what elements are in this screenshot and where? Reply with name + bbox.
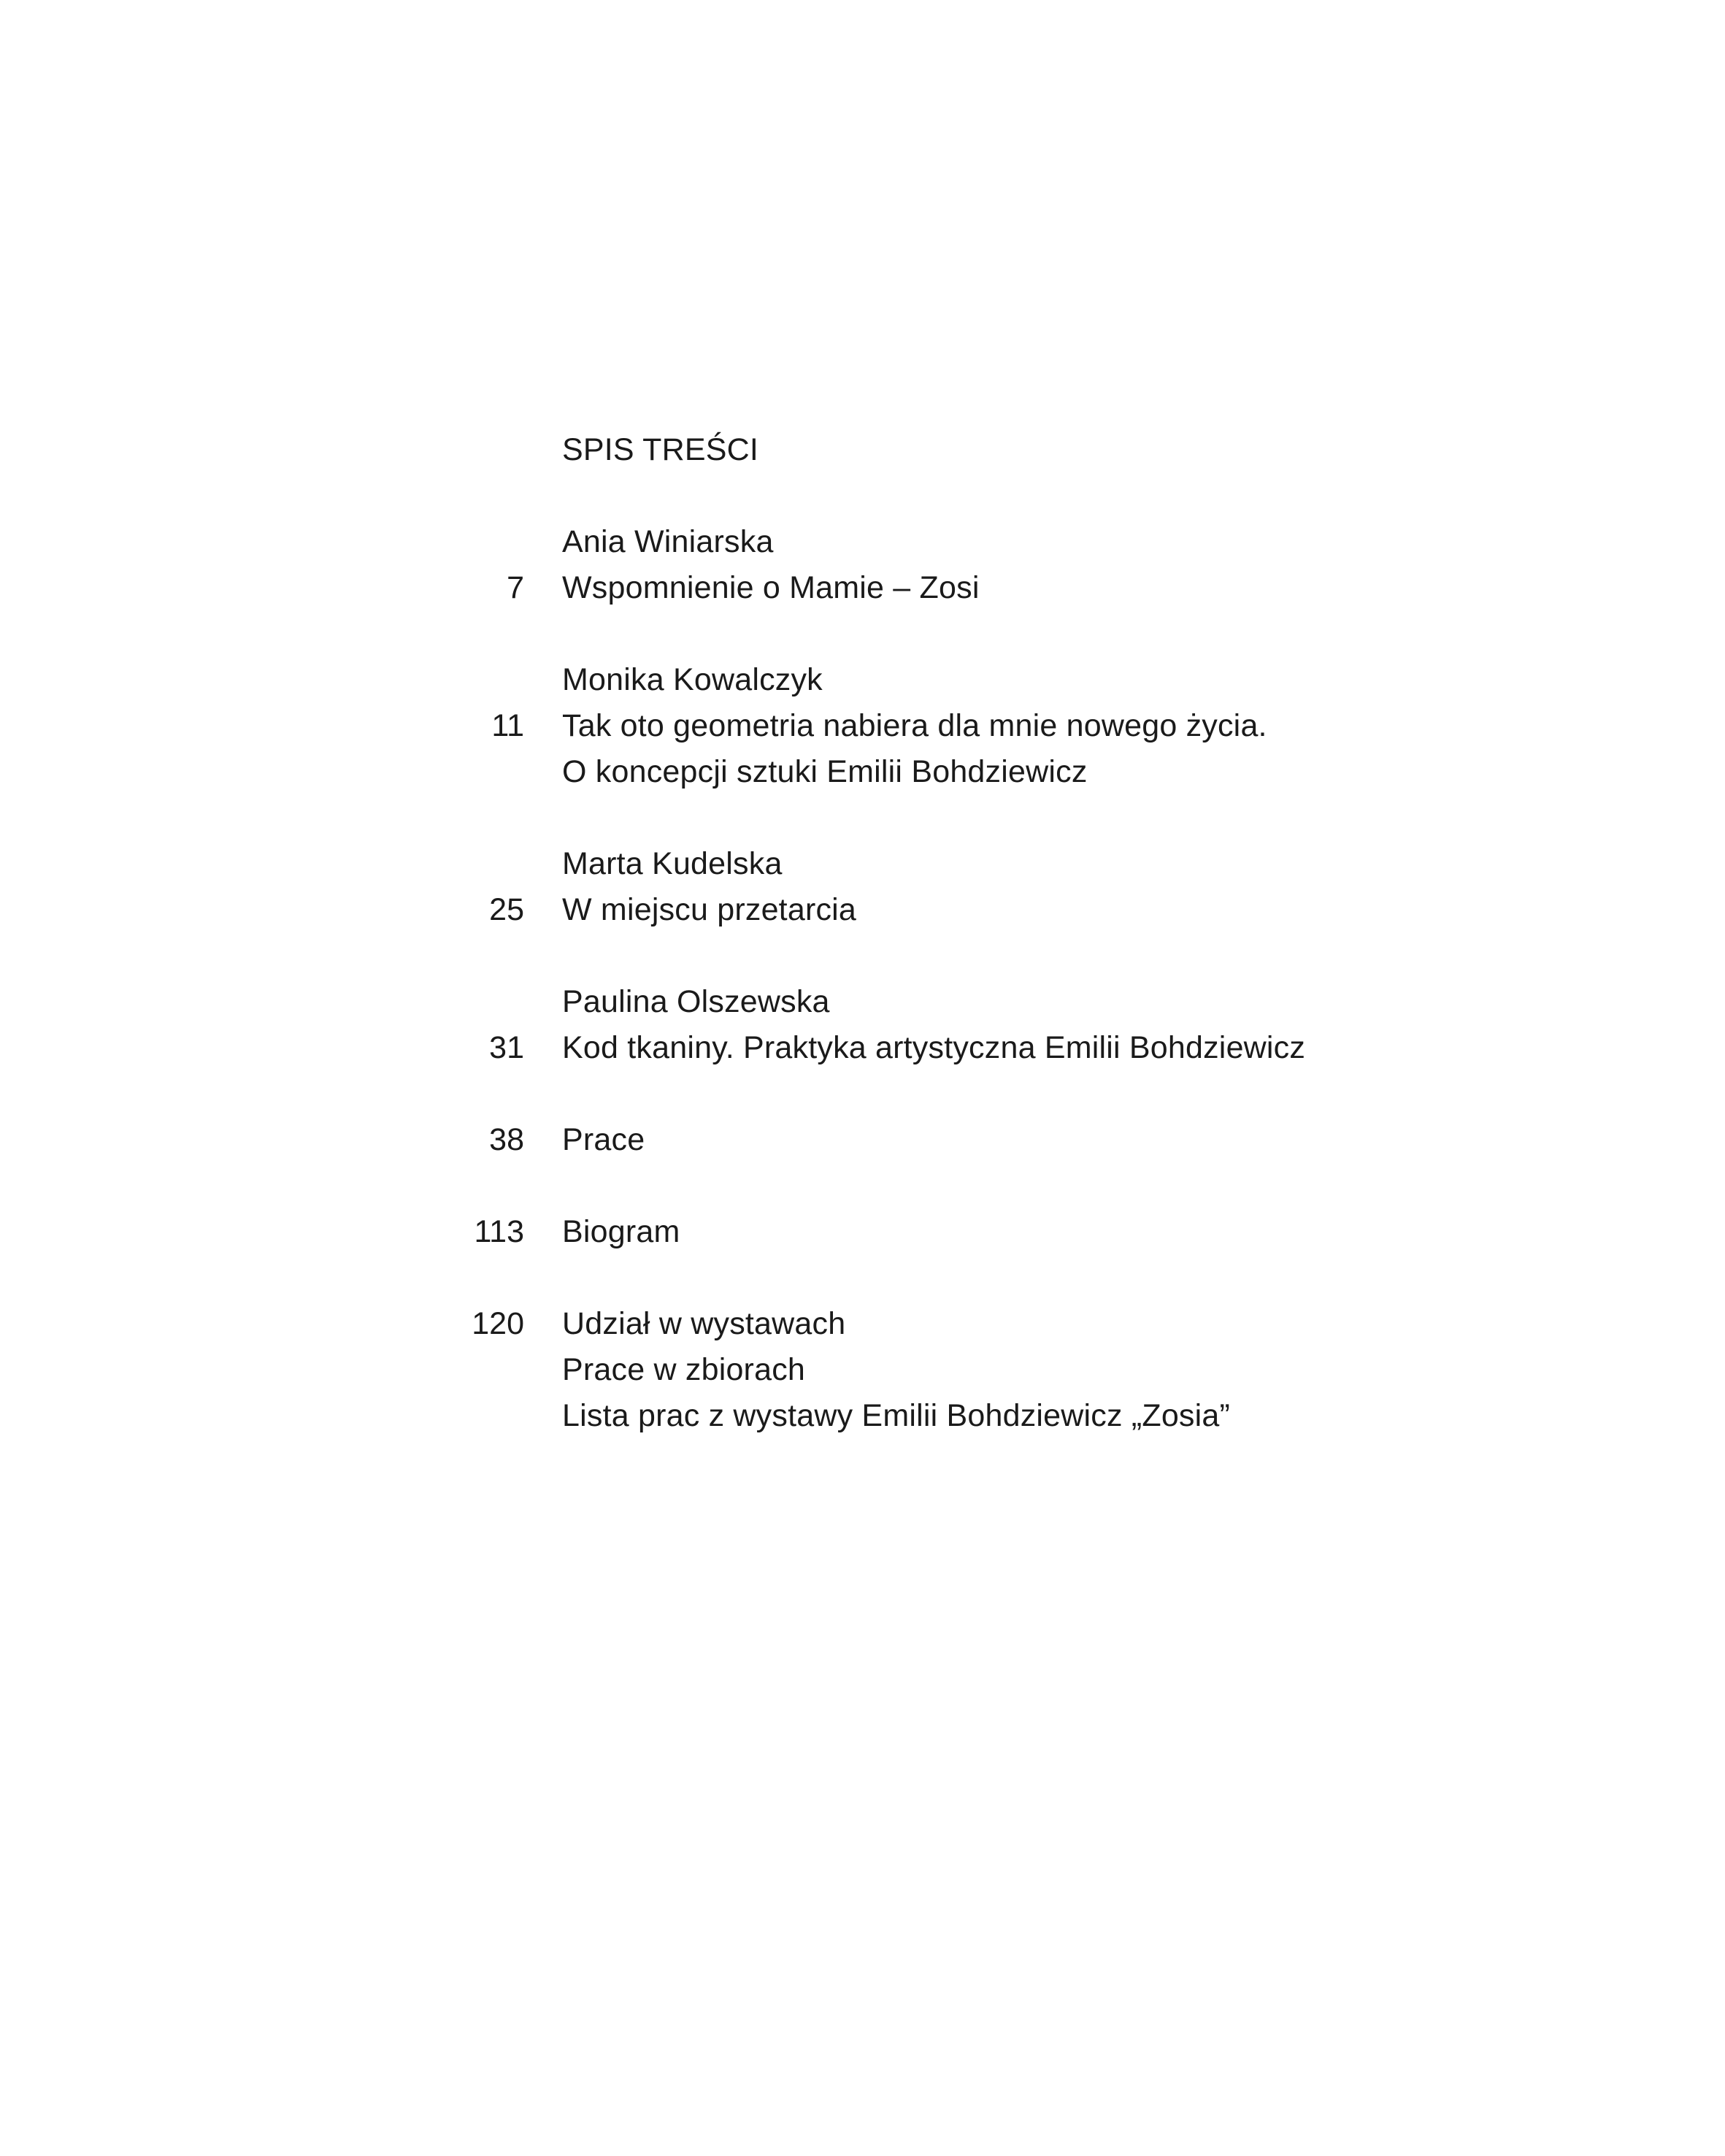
toc-entry-page-number: 11: [491, 708, 524, 743]
toc-entry-title: Prace: [562, 1122, 645, 1157]
toc-entry-page-number: 38: [489, 1122, 524, 1157]
toc-entry-author: Paulina Olszewska: [562, 984, 830, 1019]
toc-entry-title: Tak oto geometria nabiera dla mnie nowego życia.: [562, 708, 1267, 743]
toc-entry-subtitle: O koncepcji sztuki Emilii Bohdziewicz: [562, 754, 1088, 789]
toc-entry-title: Prace w zbiorach: [562, 1352, 806, 1387]
toc-entry-title: Kod tkaniny. Praktyka artystyczna Emilii Bohdziewicz: [562, 1030, 1306, 1065]
toc-heading: SPIS TREŚCI: [562, 432, 759, 467]
toc-entry-page-number: 31: [489, 1030, 524, 1065]
toc-entry-title: Lista prac z wystawy Emilii Bohdziewicz „Zosia”: [562, 1398, 1231, 1433]
toc-entry-page-number: 7: [507, 570, 524, 605]
toc-entry-author: Ania Winiarska: [562, 524, 774, 559]
toc-entry-page-number: 120: [472, 1306, 524, 1341]
toc-entry-page-number: 25: [489, 892, 524, 927]
toc-entry-title: Wspomnienie o Mamie – Zosi: [562, 570, 980, 605]
toc-entry-author: Marta Kudelska: [562, 846, 783, 881]
toc-entry-author: Monika Kowalczyk: [562, 662, 823, 697]
toc-entry-page-number: 113: [474, 1214, 524, 1249]
toc-entry-title: W miejscu przetarcia: [562, 892, 857, 927]
toc-entry-title: Biogram: [562, 1214, 680, 1249]
toc-entry-title: Udział w wystawach: [562, 1306, 846, 1341]
